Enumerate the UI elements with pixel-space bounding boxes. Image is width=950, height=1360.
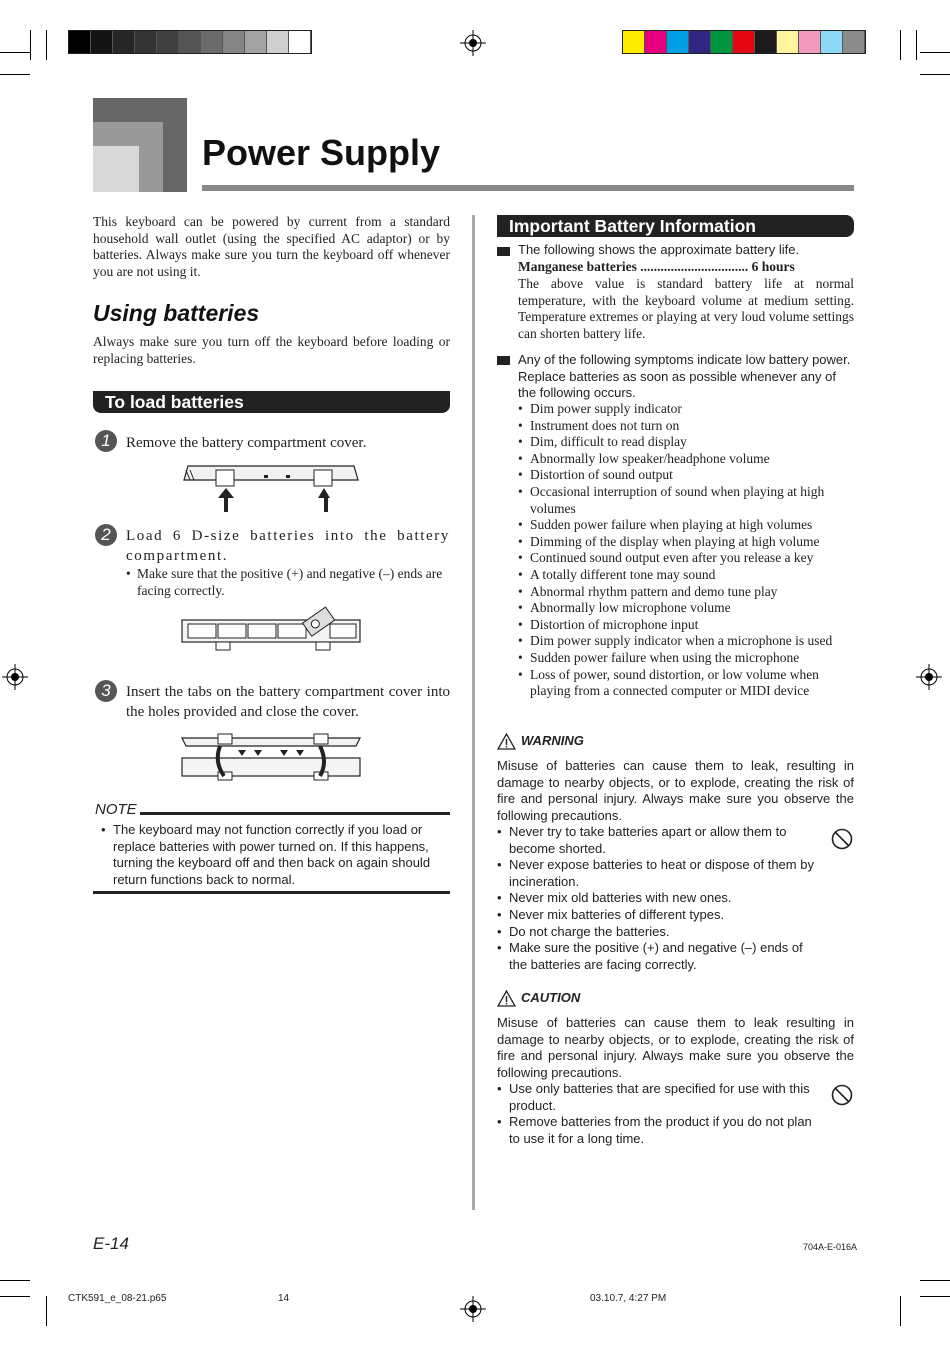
document-code: 704A-E-016A <box>803 1242 858 1252</box>
registration-mark-icon <box>460 30 486 56</box>
column-divider <box>472 215 475 1210</box>
symptom-item: • Sudden power failure when playing at high volumes <box>518 517 854 534</box>
step-number-1: 1 <box>95 430 117 452</box>
slug-page: 14 <box>278 1293 290 1304</box>
gray-swatch <box>245 31 267 53</box>
caution-item: • Use only batteries that are specified for use with this product. <box>497 1081 823 1114</box>
symptom-item: • A totally different tone may sound <box>518 567 854 584</box>
color-swatch <box>777 31 799 53</box>
slug-date: 03.10.7, 4:27 PM <box>590 1293 667 1304</box>
color-swatch <box>689 31 711 53</box>
color-swatch <box>821 31 843 53</box>
using-batteries-text: Always make sure you turn off the keyboard before loading or replacing batteries. <box>93 334 450 366</box>
warning-triangle-icon <box>497 733 516 750</box>
symptom-item: • Dim power supply indicator when a microphone is used <box>518 633 854 650</box>
warning-item: • Never mix old batteries with new ones. <box>497 890 823 907</box>
symptoms-list <box>518 401 854 700</box>
prohibited-icon <box>831 1084 853 1106</box>
color-swatch-bar <box>622 30 866 54</box>
step-number-3: 3 <box>95 680 117 702</box>
title-rule <box>202 185 854 191</box>
battery-cover-closing-illustration <box>180 732 362 784</box>
color-swatch <box>755 31 777 53</box>
symptom-item: • Occasional interruption of sound when playing at high volumes <box>518 484 854 517</box>
section-heading-battery-info: Important Battery Information <box>497 215 854 237</box>
warning-item: • Never expose batteries to heat or dispose of them by incineration. <box>497 857 823 890</box>
title-decoration <box>93 98 187 192</box>
symptom-item: • Sudden power failure when using the microphone <box>518 650 854 667</box>
registration-mark-icon <box>916 664 942 690</box>
symptom-item: • Dim power supply indicator <box>518 401 854 418</box>
color-swatch <box>733 31 755 53</box>
caution-text: Misuse of batteries can cause them to leak resulting in damage to nearby objects, or to explode, creating the risk of fire and personal injury. Always make sure you observe the following precautions. <box>497 1015 854 1080</box>
registration-mark-icon <box>460 1296 486 1322</box>
caution-label: CAUTION <box>521 990 581 1005</box>
symptom-item: • Distortion of microphone input <box>518 617 854 634</box>
step-2-bullet: Make sure that the positive (+) and negative (–) ends are facing correctly. <box>137 566 443 598</box>
step-1-text: Remove the battery compartment cover. <box>126 435 367 451</box>
gray-swatch <box>223 31 245 53</box>
slug-filename: CTK591_e_08-21.p65 <box>68 1293 167 1304</box>
warning-list <box>497 824 823 973</box>
gray-swatch <box>289 31 311 53</box>
warning-item: • Do not charge the batteries. <box>497 924 823 941</box>
square-bullet-icon <box>497 356 510 365</box>
symptom-item: • Abnormally low speaker/headphone volume <box>518 451 854 468</box>
symptom-item: • Abnormally low microphone volume <box>518 600 854 617</box>
battery-loading-illustration <box>180 606 362 652</box>
section-heading-using-batteries: Using batteries <box>93 300 260 326</box>
gray-swatch <box>157 31 179 53</box>
symptom-item: • Dimming of the display when playing at high volume <box>518 534 854 551</box>
symptom-item: • Continued sound output even after you release a key <box>518 550 854 567</box>
gray-swatch <box>135 31 157 53</box>
symptom-item: • Distortion of sound output <box>518 467 854 484</box>
color-swatch <box>667 31 689 53</box>
note-top-rule <box>140 812 450 815</box>
battery-life-text: The above value is standard battery life at normal temperature, with the keyboard volume at medium setting. Temperature extremes or playing at very loud volume settings can shorten battery life. <box>518 276 854 341</box>
warning-item: • Never mix batteries of different types. <box>497 907 823 924</box>
caution-item: • Remove batteries from the product if you do not plan to use it for a long time. <box>497 1114 823 1147</box>
note-label: NOTE <box>95 801 137 818</box>
gray-swatch <box>179 31 201 53</box>
grayscale-swatch-bar <box>68 30 312 54</box>
symptoms-intro: Any of the following symptoms indicate low battery power. Replace batteries as soon as possible whenever any of the following occurs. <box>518 352 851 401</box>
note-bottom-rule <box>93 891 450 894</box>
caution-list <box>497 1081 823 1147</box>
symptom-item: • Instrument does not turn on <box>518 418 854 435</box>
page-number: E-14 <box>93 1234 129 1253</box>
color-swatch <box>623 31 645 53</box>
symptom-item: • Dim, difficult to read display <box>518 434 854 451</box>
symptom-item: • Abnormal rhythm pattern and demo tune play <box>518 584 854 601</box>
warning-label: WARNING <box>521 733 584 748</box>
registration-mark-icon <box>2 664 28 690</box>
subsection-heading-load-batteries: To load batteries <box>93 391 450 413</box>
caution-triangle-icon <box>497 990 516 1007</box>
battery-life-label: Manganese batteries ................................ 6 hours <box>518 259 795 274</box>
gray-swatch <box>267 31 289 53</box>
color-swatch <box>711 31 733 53</box>
step-3-text: Insert the tabs on the battery compartment cover into the holes provided and close the cover. <box>126 684 450 720</box>
step-2-text: Load 6 D-size batteries into the battery compartment. <box>126 528 450 564</box>
symptom-item: • Loss of power, sound distortion, or low volume when playing from a connected computer or MIDI device <box>518 667 854 700</box>
color-swatch <box>843 31 865 53</box>
square-bullet-icon <box>497 247 510 256</box>
note-text: The keyboard may not function correctly if you load or replace batteries with power turned on. If this happens, turning the keyboard off and then back on again should return functions back to normal. <box>113 822 431 887</box>
intro-paragraph: This keyboard can be powered by current from a standard household wall outlet (using the specified AC adaptor) or by batteries. Always make sure you turn the keyboard off whenever you are not using it. <box>93 214 450 279</box>
warning-item: • Never try to take batteries apart or allow them to become shorted. <box>497 824 823 857</box>
gray-swatch <box>113 31 135 53</box>
color-swatch <box>645 31 667 53</box>
warning-item: • Make sure the positive (+) and negative (–) ends of the batteries are facing correctly. <box>497 940 823 973</box>
page-title: Power Supply <box>202 132 441 173</box>
gray-swatch <box>69 31 91 53</box>
prohibited-icon <box>831 828 853 850</box>
gray-swatch <box>91 31 113 53</box>
color-swatch <box>799 31 821 53</box>
gray-swatch <box>201 31 223 53</box>
battery-cover-removal-illustration <box>180 462 362 514</box>
warning-text: Misuse of batteries can cause them to leak, resulting in damage to nearby objects, or to explode, creating the risk of fire and personal injury. Always make sure you observe the following precautions. <box>497 758 854 823</box>
step-number-2: 2 <box>95 524 117 546</box>
battery-life-intro: The following shows the approximate battery life. <box>518 242 800 257</box>
